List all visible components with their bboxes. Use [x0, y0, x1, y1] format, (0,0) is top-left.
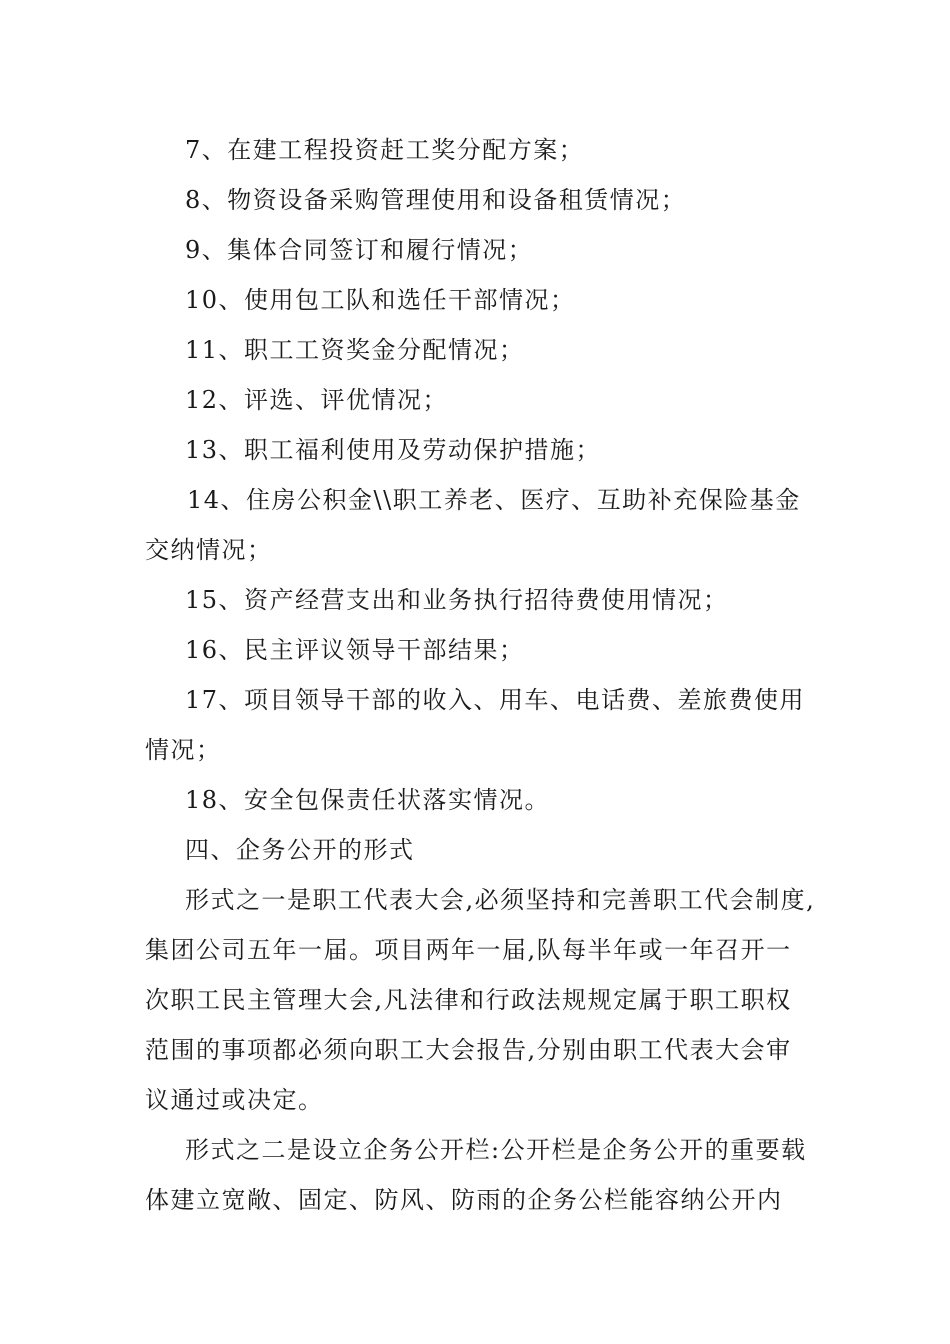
text-line-item-17-cont: 情况； [145, 736, 222, 764]
document-body [145, 125, 816, 1225]
text-line-item-11: 11、职工工资奖金分配情况； [185, 336, 525, 364]
text-line-item-18: 18、安全包保责任状落实情况。 [185, 786, 551, 814]
paragraph-2-line-1: 形式之二是设立企务公开栏:公开栏是企务公开的重要载 [185, 1136, 807, 1164]
paragraph-1-line-4: 范围的事项都必须向职工大会报告,分别由职工代表大会审 [145, 1036, 792, 1064]
text-line-item-15: 15、资产经营支出和业务执行招待费使用情况； [185, 586, 729, 614]
paragraph-1-line-5: 议通过或决定。 [145, 1086, 324, 1114]
section-heading: 四、企务公开的形式 [185, 836, 415, 864]
text-line-item-12: 12、评选、评优情况； [185, 386, 449, 414]
text-line-item-7: 7、在建工程投资赶工奖分配方案； [185, 136, 585, 164]
text-line-item-9: 9、集体合同签订和履行情况； [185, 236, 534, 264]
text-line-item-16: 16、民主评议领导干部结果； [185, 636, 525, 664]
paragraph-2-line-2: 体建立宽敞、固定、防风、防雨的企务公栏能容纳公开内 [145, 1186, 783, 1214]
text-line-item-10: 10、使用包工队和选任干部情况； [185, 286, 576, 314]
paragraph-1-line-3: 次职工民主管理大会,凡法律和行政法规规定属于职工职权 [145, 986, 792, 1014]
text-line-item-17: 17、项目领导干部的收入、用车、电话费、差旅费使用 [185, 686, 806, 714]
text-line-item-13: 13、职工福利使用及劳动保护措施； [185, 436, 602, 464]
text-line-item-14-cont: 交纳情况； [145, 536, 273, 564]
text-line-item-8: 8、物资设备采购管理使用和设备租赁情况； [185, 186, 687, 214]
paragraph-1-line-2: 集团公司五年一届。项目两年一届,队每半年或一年召开一 [145, 936, 792, 964]
paragraph-1-line-1: 形式之一是职工代表大会,必须坚持和完善职工代会制度, [185, 886, 816, 914]
text-line-item-14: 14、住房公积金\\职工养老、医疗、互助补充保险基金 [187, 486, 801, 514]
